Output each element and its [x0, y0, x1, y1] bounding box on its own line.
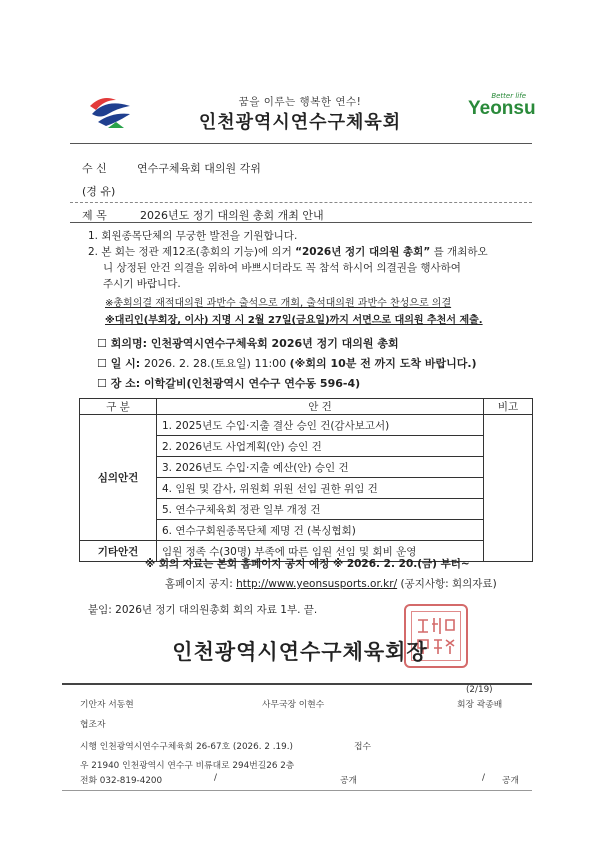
agenda-item: 2. 2026년도 사업계획(안) 승인 건	[157, 436, 484, 457]
separator-slash: /	[482, 773, 485, 783]
agenda-item: 1. 2025년도 수입·지출 결산 승인 건(감사보고서)	[157, 415, 484, 436]
meeting-time-value: 2026. 2. 28.(토요일) 11:00	[144, 357, 287, 370]
reviewer: 사무국장 이현수	[262, 700, 325, 710]
execution-line: 시행 인천광역시연수구체육회 26-67호 (2026. 2 .19.)	[80, 742, 293, 752]
paragraph-2-line2: 니 상정된 안건 의결을 위하여 바쁘시더라도 꼭 참석 하시어 의결권을 행사하여	[103, 262, 461, 274]
materials-notice-b: ※ 2026. 2. 20.(금) 부터~	[332, 558, 470, 570]
header-remarks: 비고	[484, 399, 533, 415]
logo-wordmark: Yeonsu	[468, 98, 536, 119]
address-line: 우 21940 인천광역시 연수구 비류대로 294번길26 2층	[80, 761, 295, 771]
quorum-note: ※총회의결 재적대의원 과반수 출석으로 개회, 출석대의원 과반수 찬성으로 의결	[105, 298, 452, 309]
subject-label: 제 목	[82, 209, 107, 222]
agenda-item-other: 임원 정족 수(30명) 부족에 따른 임원 선임 및 회비 운영	[157, 541, 484, 562]
paragraph-1: 1. 회원종목단체의 무궁한 발전을 기원합니다.	[88, 230, 298, 242]
header-category: 구 분	[80, 399, 157, 415]
org-slogan: 꿈을 이루는 행복한 연수!	[238, 96, 362, 108]
subject-divider	[70, 222, 532, 223]
yeonsu-logo	[468, 92, 536, 126]
agenda-item: 4. 임원 및 감사, 위원회 위원 선임 권한 위임 건	[157, 478, 484, 499]
logo-tagline: Better life	[491, 92, 526, 100]
meeting-place-row	[97, 375, 360, 391]
homepage-link[interactable]: http://www.yeonsusports.or.kr/	[236, 578, 398, 590]
meeting-place-label: ☐ 장 소:	[97, 377, 145, 390]
agenda-table	[79, 398, 533, 562]
agenda-header-row	[80, 399, 533, 415]
deliberation-category: 심의안건	[80, 415, 157, 541]
meeting-name-value: 인천광역시연수구체육회 2026년 정기 대의원 총회	[150, 337, 399, 350]
remarks-cell	[484, 415, 533, 562]
footer-bottom-line	[62, 790, 532, 791]
recipient-label: 수 신	[82, 162, 107, 175]
meeting-time-label: ☐ 일 시:	[97, 357, 145, 370]
paragraph-2-text-a: 2. 본 회는 정관 제12조(총회의 기능)에 의거	[88, 246, 296, 258]
phone-line: 전화 032-819-4200	[80, 776, 163, 786]
public-status-2: 공개	[502, 776, 519, 786]
attachment-line: 붙임: 2026년 정기 대의원총회 회의 자료 1부. 끝.	[88, 604, 318, 616]
receipt-label: 접수	[354, 742, 371, 752]
meeting-name-row	[97, 335, 399, 351]
paragraph-2-line3: 주시기 바랍니다.	[103, 278, 181, 290]
agenda-item: 3. 2026년도 수입·지출 예산(안) 승인 건	[157, 457, 484, 478]
paragraph-2-line1	[88, 244, 488, 259]
agenda-item: 5. 연수구체육회 정관 일부 개정 건	[157, 499, 484, 520]
header-divider	[70, 143, 532, 144]
meta-divider	[70, 202, 532, 203]
homepage-label: 홈페이지 공지:	[165, 578, 237, 590]
materials-notice	[145, 556, 470, 571]
table-row	[80, 415, 533, 436]
org-name-title: 인천광역시연수구체육회	[198, 112, 402, 133]
homepage-notice	[165, 576, 497, 591]
via-label: (경 유)	[82, 185, 116, 198]
meeting-time-note: (※회의 10분 전 까지 도착 바랍니다.)	[289, 357, 477, 370]
paragraph-2-emphasis: “2026년 정기 대의원 총회”	[295, 246, 431, 258]
meeting-place-value: 이학갈비(인천광역시 연수구 연수동 596-4)	[144, 377, 361, 390]
other-category: 기타안건	[80, 541, 157, 562]
header-agenda: 안 건	[157, 399, 484, 415]
footer-divider	[62, 683, 532, 685]
cooperator: 협조자	[80, 720, 106, 730]
approver: 회장 곽종배	[457, 700, 503, 710]
homepage-suffix: (공지사항: 회의자료)	[397, 578, 497, 590]
agenda-item: 6. 연수구회원종목단체 제명 건 (복싱협회)	[157, 520, 484, 541]
drafter: 기안자 서동현	[80, 700, 134, 710]
meeting-name-label: ☐ 회의명:	[97, 337, 151, 350]
materials-notice-a: ※ 회의 자료는 본회 홈페이지 공지 예정	[145, 558, 330, 570]
page-indicator: (2/19)	[466, 685, 493, 695]
signatory-title: 인천광역시연수구체육회장	[172, 640, 428, 664]
public-status-1: 공개	[340, 776, 357, 786]
paragraph-2-text-b: 를 개최하오	[433, 246, 488, 258]
recipient-value: 연수구체육회 대의원 각위	[137, 162, 261, 175]
separator-slash: /	[214, 773, 217, 783]
proxy-note: ※대리인(부회장, 이사) 지명 시 2월 27일(금요일)까지 서면으로 대의원 추천서 제출.	[105, 315, 483, 326]
meeting-time-row	[97, 355, 477, 371]
subject-value: 2026년도 정기 대의원 총회 개최 안내	[140, 209, 324, 222]
